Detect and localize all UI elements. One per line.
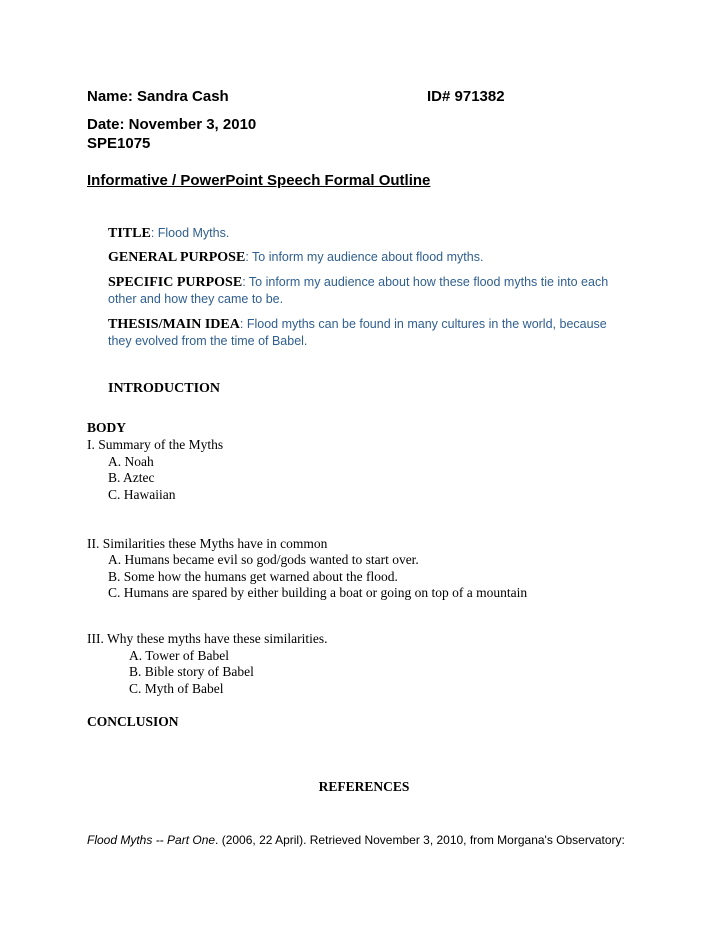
section-2-heading: II. Similarities these Myths have in common	[87, 536, 328, 551]
thesis-label: THESIS/MAIN IDEA	[108, 317, 240, 332]
title-field: TITLE: Flood Myths.	[108, 226, 230, 241]
introduction-heading: INTRODUCTION	[108, 381, 221, 396]
title-label: TITLE	[108, 226, 151, 241]
list-item: B. Some how the humans get warned about the flood.	[108, 569, 398, 584]
list-item: C. Humans are spared by either building a boat or going on top of a mountain	[108, 585, 528, 600]
reference-entry	[87, 833, 625, 847]
general-purpose-value: To inform my audience about flood myths.	[252, 250, 484, 264]
general-purpose-field: GENERAL PURPOSE: To inform my audience about flood myths.	[108, 250, 484, 265]
student-id: ID# 971382	[427, 88, 505, 105]
thesis-value: Flood myths can be found in many cultures in the world, because	[246, 317, 607, 331]
section-3-heading: III. Why these myths have these similarities.	[87, 631, 328, 646]
list-item: C. Hawaiian	[108, 487, 176, 502]
reference-title: Flood Myths -- Part One	[87, 833, 216, 847]
list-item: A. Noah	[108, 454, 154, 469]
conclusion-heading: CONCLUSION	[87, 714, 179, 729]
specific-purpose-label: SPECIFIC PURPOSE	[108, 275, 243, 290]
date-line: Date: November 3, 2010	[87, 116, 257, 133]
specific-purpose-field: SPECIFIC PURPOSE: To inform my audience about how these flood myths tie into each	[108, 275, 609, 290]
list-item: A. Tower of Babel	[129, 648, 230, 663]
thesis-field: THESIS/MAIN IDEA: Flood myths can be found in many cultures in the world, because	[108, 317, 607, 332]
specific-purpose-value: To inform my audience about how these flood myths tie into each	[248, 275, 609, 289]
body-heading: BODY	[87, 420, 127, 435]
list-item: B. Bible story of Babel	[129, 664, 254, 679]
list-item: C. Myth of Babel	[129, 681, 224, 696]
document-title: Informative / PowerPoint Speech Formal Outline	[87, 172, 431, 189]
course-code: SPE1075	[87, 135, 151, 152]
references-heading: REFERENCES	[318, 779, 410, 794]
list-item: B. Aztec	[108, 470, 155, 485]
name-line: Name: Sandra Cash	[87, 88, 229, 105]
thesis-value-continued: they evolved from the time of Babel.	[108, 334, 308, 348]
specific-purpose-value-continued: other and how they came to be.	[108, 292, 284, 306]
section-1-heading: I. Summary of the Myths	[87, 437, 224, 452]
title-value: Flood Myths.	[157, 226, 230, 240]
reference-details: . (2006, 22 April). Retrieved November 3, 2010, from Morgana's Observatory:	[215, 833, 625, 847]
list-item: A. Humans became evil so god/gods wanted to start over.	[108, 552, 419, 567]
general-purpose-label: GENERAL PURPOSE	[108, 250, 246, 265]
